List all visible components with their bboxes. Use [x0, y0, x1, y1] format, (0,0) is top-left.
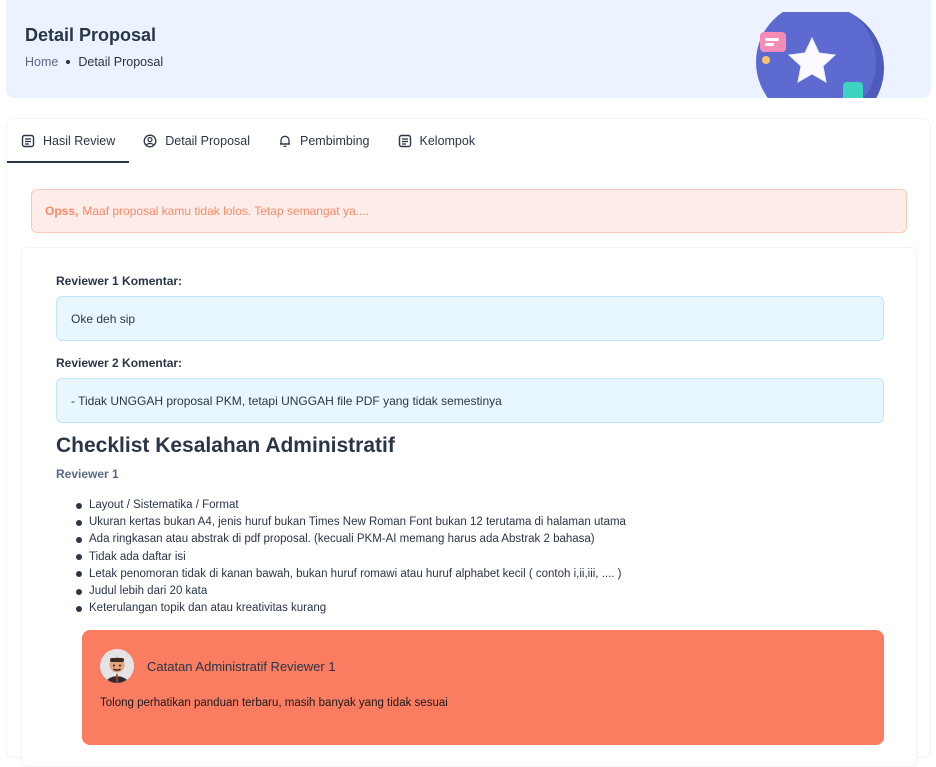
breadcrumb-home-link[interactable]: Home	[25, 55, 59, 69]
breadcrumb	[25, 55, 163, 69]
page-title: Detail Proposal	[25, 25, 157, 45]
rejection-alert	[31, 189, 907, 233]
checklist-item: Keterulangan topik dan atau kreativitas kurang	[76, 600, 626, 617]
alert-text: Maaf proposal kamu tidak lolos. Tetap semangat ya....	[82, 204, 369, 218]
user-circle-icon	[143, 134, 157, 148]
tab-label: Pembimbing	[300, 134, 370, 148]
reviewer-1-comment-box	[56, 296, 884, 341]
reviewer-note-card	[82, 630, 884, 745]
tab-label: Kelompok	[419, 134, 476, 148]
tab-label: Hasil Review	[43, 134, 116, 148]
checklist-list	[76, 497, 626, 617]
breadcrumb-current: Detail Proposal	[78, 55, 164, 69]
tab-hasil-review[interactable]	[7, 119, 129, 163]
checklist-item: Tidak ada daftar isi	[76, 549, 626, 566]
document-icon	[21, 134, 35, 148]
checklist-item: Ada ringkasan atau abstrak di pdf proposal. (kecuali PKM-AI memang harus ada Abstrak 2 bahasa)	[76, 531, 626, 548]
star-badge-illustration-icon	[746, 12, 896, 98]
checklist-item: Layout / Sistematika / Format	[76, 497, 626, 514]
page-header-banner	[6, 0, 931, 98]
breadcrumb-separator	[66, 60, 70, 64]
reviewer-2-comment-text: - Tidak UNGGAH proposal PKM, tetapi UNGGAH file PDF yang tidak semestinya	[71, 393, 502, 408]
tab-bar	[7, 119, 489, 163]
tab-kelompok[interactable]	[384, 119, 490, 163]
tab-pembimbing[interactable]	[264, 119, 383, 163]
reviewer-avatar-icon	[100, 649, 134, 683]
review-panel	[21, 247, 917, 767]
reviewer-2-comment-box	[56, 378, 884, 423]
checklist-item: Ukuran kertas bukan A4, jenis huruf bukan Times New Roman Font bukan 12 terutama di halaman utama	[76, 514, 626, 531]
content-card	[6, 118, 931, 758]
note-body: Tolong perhatikan panduan terbaru, masih banyak yang tidak sesuai	[100, 697, 448, 709]
reviewer-1-comment-label: Reviewer 1 Komentar:	[56, 274, 183, 288]
checklist-heading: Checklist Kesalahan Administratif	[56, 434, 395, 457]
reviewer-2-comment-label: Reviewer 2 Komentar:	[56, 356, 183, 370]
reviewer-1-comment-text: Oke deh sip	[71, 311, 136, 326]
tab-detail-proposal[interactable]	[129, 119, 264, 163]
checklist-reviewer-label: Reviewer 1	[56, 467, 119, 481]
alert-strong-text: Opss,	[45, 204, 79, 218]
avatar	[100, 649, 134, 683]
note-title: Catatan Administratif Reviewer 1	[147, 659, 336, 674]
checklist-item: Letak penomoran tidak di kanan bawah, bukan huruf romawi atau huruf alphabet kecil ( contoh i,ii,iii, .... )	[76, 566, 626, 583]
document-icon	[398, 134, 412, 148]
checklist-item: Judul lebih dari 20 kata	[76, 583, 626, 600]
tab-label: Detail Proposal	[165, 134, 251, 148]
bell-icon	[278, 134, 292, 148]
